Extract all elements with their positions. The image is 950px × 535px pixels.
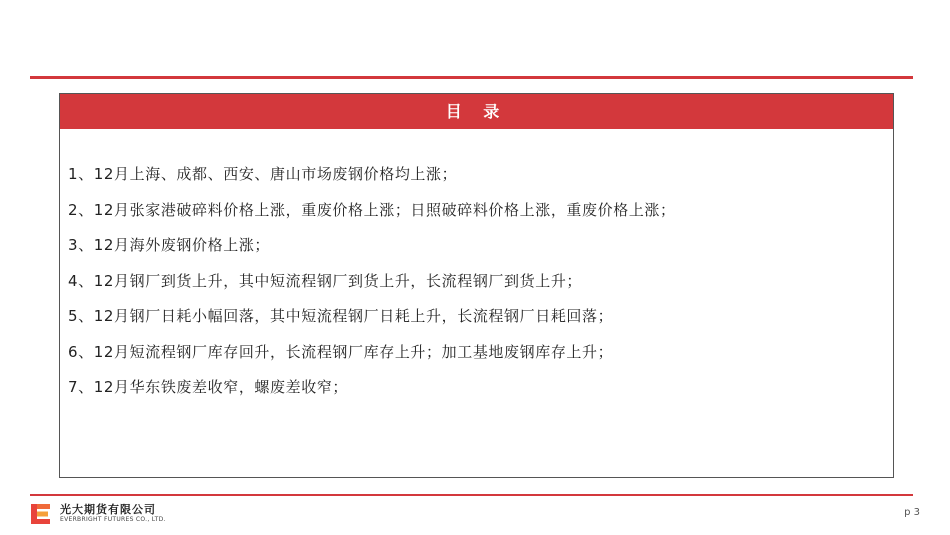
toc-title: 目 录 [60,94,893,129]
page-number: p 3 [904,507,920,518]
top-divider [30,76,913,79]
toc-item-1: 1、12月上海、成都、西安、唐山市场废钢价格均上涨； [68,165,458,183]
bottom-divider [30,494,913,496]
toc-item-2: 2、12月张家港破碎料价格上涨，重废价格上涨；日照破碎料价格上涨，重废价格上涨； [68,200,676,219]
toc-item-6: 6、12月短流程钢厂库存回升，长流程钢厂库存上升；加工基地废钢库存上升； [68,342,614,361]
toc-item-7: 7、12月华东铁废差收窄，螺废差收窄； [68,378,349,396]
toc-panel [59,93,894,478]
everbright-logo-icon [30,503,52,525]
company-name-cn: 光大期货有限公司 [60,503,156,516]
toc-item-4: 4、12月钢厂到货上升，其中短流程钢厂到货上升，长流程钢厂到货上升； [68,271,583,290]
toc-item-3: 3、12月海外废钢价格上涨； [68,236,271,254]
toc-item-5: 5、12月钢厂日耗小幅回落，其中短流程钢厂日耗上升，长流程钢厂日耗回落； [68,307,614,325]
toc-list [68,163,676,412]
company-logo [30,502,166,526]
logo-text [60,504,166,524]
company-name-en: EVERBRIGHT FUTURES CO., LTD. [60,516,166,523]
